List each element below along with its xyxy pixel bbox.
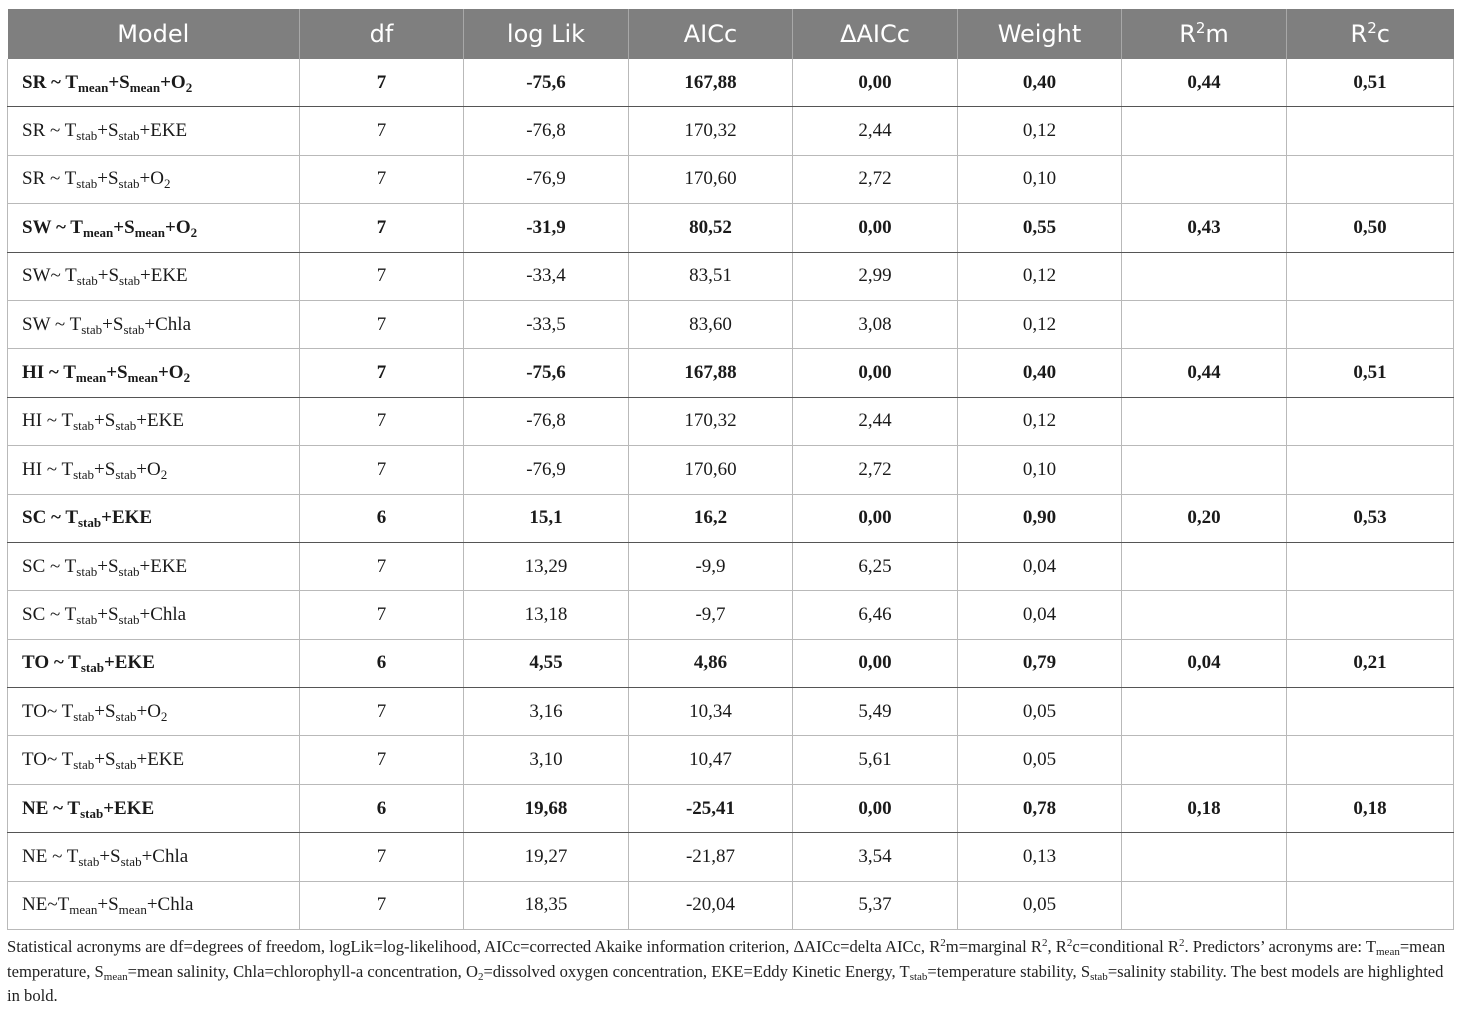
loglik-cell: -33,4	[464, 252, 629, 300]
r2c-cell	[1287, 397, 1454, 445]
r2m-cell: 0,20	[1122, 494, 1287, 542]
delta-aicc-cell: 0,00	[793, 639, 958, 687]
footnote-text: =salinity stability. The best models are highlighted in bold.	[7, 961, 1444, 1005]
header-r2m-tail: m	[1205, 20, 1229, 48]
aicc-cell: -21,87	[629, 833, 793, 881]
model-subscript: mean	[69, 902, 98, 918]
model-subscript: 2	[183, 370, 191, 386]
df-cell: 7	[300, 688, 464, 736]
weight-cell: 0,05	[958, 881, 1122, 929]
loglik-cell: 19,68	[464, 784, 629, 832]
model-subscript: mean	[129, 79, 161, 95]
model-subscript: stab	[73, 466, 95, 482]
model-text: HI ~ T	[22, 458, 74, 480]
model-text: TO~ T	[22, 749, 74, 771]
delta-aicc-cell: 0,00	[793, 349, 958, 397]
df-cell: 7	[300, 881, 464, 929]
r2m-cell	[1122, 300, 1287, 348]
weight-cell: 0,12	[958, 107, 1122, 155]
delta-aicc-cell: 0,00	[793, 59, 958, 107]
model-text: SR ~ T	[22, 71, 78, 93]
table-row	[8, 446, 1454, 494]
aicc-cell: 170,32	[629, 107, 793, 155]
df-cell: 7	[300, 736, 464, 784]
delta-aicc-cell: 6,25	[793, 542, 958, 590]
delta-aicc-cell: 2,99	[793, 252, 958, 300]
r2c-cell: 0,51	[1287, 349, 1454, 397]
delta-aicc-cell: 5,37	[793, 881, 958, 929]
aicc-cell: -25,41	[629, 784, 793, 832]
footnote-text: . Predictors’ acronyms are: T	[1184, 937, 1376, 956]
df-cell: 6	[300, 639, 464, 687]
model-text: SC ~ T	[22, 507, 78, 529]
results-table-container	[7, 9, 1453, 930]
model-text: +EKE	[136, 410, 184, 432]
r2m-cell	[1122, 446, 1287, 494]
weight-cell: 0,10	[958, 155, 1122, 203]
r2m-cell	[1122, 833, 1287, 881]
weight-cell: 0,04	[958, 591, 1122, 639]
footnote-sub: stab	[1090, 970, 1108, 983]
model-subscript: mean	[134, 224, 166, 240]
footnote-text: =mean salinity, Chla=chlorophyll-a concentration, O	[127, 961, 478, 981]
r2c-cell: 0,51	[1287, 59, 1454, 107]
table-body	[8, 59, 1454, 930]
r2m-cell	[1122, 688, 1287, 736]
model-text: +O	[139, 168, 164, 190]
r2m-cell: 0,18	[1122, 784, 1287, 832]
model-subscript: stab	[80, 805, 104, 821]
model-text: +EKE	[101, 507, 153, 529]
model-text: +Chla	[144, 313, 192, 335]
aicc-cell: 170,60	[629, 155, 793, 203]
footnote-sub: mean	[103, 970, 128, 983]
model-subscript: stab	[115, 757, 137, 773]
model-text: +EKE	[139, 555, 188, 577]
model-subscript: stab	[123, 321, 145, 337]
df-cell: 7	[300, 59, 464, 107]
model-text: +S	[108, 71, 130, 93]
header-weight: Weight	[958, 9, 1122, 59]
model-text: +S	[113, 216, 135, 238]
model-text: +S	[94, 458, 116, 480]
model-text: +EKE	[103, 652, 155, 674]
model-text: +S	[97, 603, 119, 625]
aicc-cell: 80,52	[629, 204, 793, 252]
header-row	[8, 9, 1454, 59]
model-subscript: stab	[81, 321, 103, 337]
model-subscript: mean	[75, 370, 107, 386]
aicc-cell: 16,2	[629, 494, 793, 542]
table-footnote	[7, 935, 1453, 1009]
model-subscript: stab	[76, 563, 98, 579]
weight-cell: 0,05	[958, 736, 1122, 784]
table-row	[8, 107, 1454, 155]
model-text: SW ~ T	[22, 216, 83, 238]
r2m-cell	[1122, 881, 1287, 929]
model-cell	[8, 59, 300, 107]
df-cell: 6	[300, 494, 464, 542]
model-text: +S	[97, 265, 120, 287]
model-cell	[8, 688, 300, 736]
table-row	[8, 542, 1454, 590]
weight-cell: 0,04	[958, 542, 1122, 590]
footnote-text: c=conditional R	[1072, 937, 1179, 956]
model-text: +S	[102, 313, 124, 335]
header-r2m	[1122, 9, 1287, 59]
r2c-cell	[1287, 155, 1454, 203]
model-cell	[8, 542, 300, 590]
model-text: +S	[97, 555, 119, 577]
model-text: +S	[94, 410, 116, 432]
loglik-cell: -75,6	[464, 59, 629, 107]
model-subscript: stab	[78, 853, 100, 869]
model-text: SC ~ T	[22, 603, 77, 625]
model-subscript: 2	[163, 176, 171, 192]
model-cell	[8, 107, 300, 155]
df-cell: 7	[300, 349, 464, 397]
df-cell: 7	[300, 397, 464, 445]
table-row-best	[8, 59, 1454, 107]
header-model: Model	[8, 9, 300, 59]
aicc-cell: 10,47	[629, 736, 793, 784]
r2c-cell	[1287, 833, 1454, 881]
model-subscript: stab	[118, 176, 140, 192]
table-row	[8, 881, 1454, 929]
model-text: +S	[94, 700, 116, 722]
header-r2c-tail: c	[1376, 20, 1390, 48]
r2c-cell	[1287, 446, 1454, 494]
loglik-cell: 13,29	[464, 542, 629, 590]
delta-aicc-cell: 0,00	[793, 494, 958, 542]
table-row	[8, 736, 1454, 784]
aicc-cell: 4,86	[629, 639, 793, 687]
model-text: +Chla	[139, 603, 187, 625]
model-text: NE ~ T	[22, 797, 81, 819]
model-text: HI ~ T	[22, 410, 74, 432]
model-cell	[8, 155, 300, 203]
model-text: NE~T	[22, 894, 70, 916]
loglik-cell: 18,35	[464, 881, 629, 929]
model-cell	[8, 252, 300, 300]
r2c-cell	[1287, 300, 1454, 348]
header-delta-aicc: ΔAICc	[793, 9, 958, 59]
model-subscript: mean	[118, 902, 147, 918]
model-selection-table	[7, 9, 1454, 930]
model-subscript: mean	[78, 79, 109, 95]
weight-cell: 0,12	[958, 300, 1122, 348]
delta-aicc-cell: 0,00	[793, 784, 958, 832]
header-r2c-sup: 2	[1367, 19, 1377, 37]
delta-aicc-cell: 3,54	[793, 833, 958, 881]
r2c-cell	[1287, 252, 1454, 300]
model-subscript: stab	[119, 273, 140, 289]
footnote-sub: stab	[909, 970, 928, 983]
footnote-text: =dissolved oxygen concentration, EKE=Eddy Kinetic Energy, T	[483, 961, 910, 981]
model-subscript: stab	[118, 128, 140, 144]
df-cell: 7	[300, 542, 464, 590]
weight-cell: 0,40	[958, 349, 1122, 397]
model-subscript: stab	[76, 273, 98, 289]
loglik-cell: 3,10	[464, 736, 629, 784]
model-cell	[8, 736, 300, 784]
weight-cell: 0,13	[958, 833, 1122, 881]
aicc-cell: 83,60	[629, 300, 793, 348]
model-text: TO ~ T	[22, 652, 81, 674]
model-text: +S	[94, 749, 116, 771]
table-row	[8, 300, 1454, 348]
table-row	[8, 688, 1454, 736]
model-cell	[8, 784, 300, 832]
model-subscript: mean	[82, 224, 114, 240]
table-row	[8, 591, 1454, 639]
header-r2c-base: R	[1350, 20, 1368, 48]
loglik-cell: -76,9	[464, 446, 629, 494]
r2c-cell: 0,50	[1287, 204, 1454, 252]
aicc-cell: -9,9	[629, 542, 793, 590]
r2c-cell	[1287, 688, 1454, 736]
footnote-text: m=marginal R	[945, 937, 1042, 956]
footnote-sup: 2	[940, 937, 946, 949]
r2m-cell: 0,04	[1122, 639, 1287, 687]
r2m-cell	[1122, 252, 1287, 300]
model-subscript: stab	[76, 128, 98, 144]
model-text: +Chla	[141, 845, 189, 867]
model-text: +S	[106, 362, 128, 384]
delta-aicc-cell: 3,08	[793, 300, 958, 348]
loglik-cell: -75,6	[464, 349, 629, 397]
model-cell	[8, 833, 300, 881]
model-subscript: stab	[76, 176, 98, 192]
model-cell	[8, 204, 300, 252]
model-text: +EKE	[136, 749, 185, 771]
model-text: +EKE	[139, 120, 188, 142]
model-cell	[8, 446, 300, 494]
header-loglik: log Lik	[464, 9, 629, 59]
weight-cell: 0,12	[958, 397, 1122, 445]
r2m-cell	[1122, 736, 1287, 784]
aicc-cell: 167,88	[629, 59, 793, 107]
loglik-cell: 13,18	[464, 591, 629, 639]
delta-aicc-cell: 5,61	[793, 736, 958, 784]
model-text: +EKE	[140, 265, 188, 287]
footnote-sup: 2	[1178, 937, 1185, 949]
footnote-sup: 2	[1066, 937, 1073, 949]
r2c-cell	[1287, 107, 1454, 155]
loglik-cell: -76,9	[464, 155, 629, 203]
r2m-cell	[1122, 591, 1287, 639]
model-subscript: stab	[120, 853, 142, 869]
footnote-text: =mean temperature, S	[7, 937, 1446, 981]
model-text: +S	[97, 894, 119, 916]
model-text: +O	[160, 71, 186, 93]
df-cell: 7	[300, 446, 464, 494]
aicc-cell: 83,51	[629, 252, 793, 300]
model-cell	[8, 494, 300, 542]
table-row	[8, 252, 1454, 300]
delta-aicc-cell: 5,49	[793, 688, 958, 736]
model-text: NE ~ T	[22, 845, 79, 867]
aicc-cell: 10,34	[629, 688, 793, 736]
model-subscript: stab	[73, 418, 95, 434]
loglik-cell: -31,9	[464, 204, 629, 252]
aicc-cell: 167,88	[629, 349, 793, 397]
model-subscript: stab	[73, 757, 95, 773]
df-cell: 7	[300, 107, 464, 155]
model-text: +S	[97, 168, 119, 190]
model-cell	[8, 591, 300, 639]
df-cell: 7	[300, 155, 464, 203]
loglik-cell: 15,1	[464, 494, 629, 542]
loglik-cell: 3,16	[464, 688, 629, 736]
r2m-cell	[1122, 542, 1287, 590]
delta-aicc-cell: 2,72	[793, 155, 958, 203]
table-row-best	[8, 639, 1454, 687]
weight-cell: 0,79	[958, 639, 1122, 687]
header-df: df	[300, 9, 464, 59]
model-text: SW ~ T	[22, 313, 82, 335]
r2m-cell: 0,44	[1122, 349, 1287, 397]
model-text: +EKE	[103, 797, 155, 819]
loglik-cell: -33,5	[464, 300, 629, 348]
aicc-cell: -20,04	[629, 881, 793, 929]
weight-cell: 0,05	[958, 688, 1122, 736]
model-text: +O	[136, 458, 161, 480]
header-r2m-sup: 2	[1195, 19, 1206, 37]
model-subscript: stab	[76, 611, 98, 627]
weight-cell: 0,55	[958, 204, 1122, 252]
model-cell	[8, 397, 300, 445]
r2c-cell: 0,53	[1287, 494, 1454, 542]
weight-cell: 0,78	[958, 784, 1122, 832]
model-subscript: stab	[115, 708, 137, 724]
model-subscript: 2	[190, 224, 198, 240]
model-subscript: 2	[185, 79, 193, 95]
table-row-best	[8, 784, 1454, 832]
df-cell: 7	[300, 833, 464, 881]
df-cell: 6	[300, 784, 464, 832]
r2m-cell	[1122, 107, 1287, 155]
table-row-best	[8, 349, 1454, 397]
weight-cell: 0,40	[958, 59, 1122, 107]
model-cell	[8, 639, 300, 687]
r2c-cell	[1287, 736, 1454, 784]
model-subscript: mean	[127, 370, 158, 386]
model-cell	[8, 881, 300, 929]
model-text: SC ~ T	[22, 555, 77, 577]
model-text: SW~ T	[22, 265, 77, 287]
footnote-text: , R	[1047, 937, 1067, 956]
model-subscript: stab	[115, 418, 137, 434]
aicc-cell: 170,32	[629, 397, 793, 445]
model-subscript: 2	[160, 708, 168, 724]
header-r2c	[1287, 9, 1454, 59]
footnote-sub: 2	[477, 970, 484, 983]
table-row	[8, 833, 1454, 881]
model-subscript: stab	[115, 466, 137, 482]
r2c-cell	[1287, 881, 1454, 929]
df-cell: 7	[300, 204, 464, 252]
r2m-cell: 0,44	[1122, 59, 1287, 107]
delta-aicc-cell: 6,46	[793, 591, 958, 639]
model-text: SR ~ T	[22, 168, 77, 190]
footnote-text: =temperature stability, S	[927, 961, 1091, 981]
model-subscript: stab	[118, 563, 140, 579]
header-aicc: AICc	[629, 9, 793, 59]
df-cell: 7	[300, 300, 464, 348]
weight-cell: 0,12	[958, 252, 1122, 300]
model-text: +O	[157, 362, 184, 384]
table-row-best	[8, 204, 1454, 252]
model-text: +S	[99, 845, 121, 867]
model-subscript: stab	[78, 515, 102, 531]
model-subscript: stab	[80, 660, 104, 676]
footnote-sup: 2	[1041, 937, 1048, 949]
loglik-cell: -76,8	[464, 107, 629, 155]
header-r2m-base: R	[1179, 20, 1196, 48]
loglik-cell: -76,8	[464, 397, 629, 445]
model-subscript: stab	[73, 708, 95, 724]
r2c-cell	[1287, 542, 1454, 590]
model-text: SR ~ T	[22, 120, 77, 142]
r2m-cell	[1122, 397, 1287, 445]
model-cell	[8, 349, 300, 397]
r2c-cell: 0,18	[1287, 784, 1454, 832]
model-text: +O	[136, 700, 161, 722]
delta-aicc-cell: 2,72	[793, 446, 958, 494]
model-text: HI ~ T	[22, 362, 76, 384]
table-row	[8, 397, 1454, 445]
aicc-cell: 170,60	[629, 446, 793, 494]
table-row	[8, 155, 1454, 203]
delta-aicc-cell: 2,44	[793, 107, 958, 155]
model-text: +O	[165, 216, 191, 238]
r2c-cell	[1287, 591, 1454, 639]
model-text: +Chla	[146, 894, 194, 916]
weight-cell: 0,90	[958, 494, 1122, 542]
aicc-cell: -9,7	[629, 591, 793, 639]
r2m-cell	[1122, 155, 1287, 203]
footnote-sub: mean	[1376, 946, 1400, 958]
model-text: +S	[97, 120, 119, 142]
weight-cell: 0,10	[958, 446, 1122, 494]
model-cell	[8, 300, 300, 348]
model-subscript: 2	[160, 466, 168, 482]
footnote-text: Statistical acronyms are df=degrees of freedom, logLik=log-likelihood, AICc=corrected Akaike information criterion, ΔAICc=delta AICc, R	[7, 937, 941, 956]
loglik-cell: 19,27	[464, 833, 629, 881]
loglik-cell: 4,55	[464, 639, 629, 687]
model-text: TO~ T	[22, 700, 74, 722]
r2m-cell: 0,43	[1122, 204, 1287, 252]
table-row-best	[8, 494, 1454, 542]
df-cell: 7	[300, 252, 464, 300]
df-cell: 7	[300, 591, 464, 639]
delta-aicc-cell: 0,00	[793, 204, 958, 252]
model-subscript: stab	[118, 611, 140, 627]
r2c-cell: 0,21	[1287, 639, 1454, 687]
delta-aicc-cell: 2,44	[793, 397, 958, 445]
